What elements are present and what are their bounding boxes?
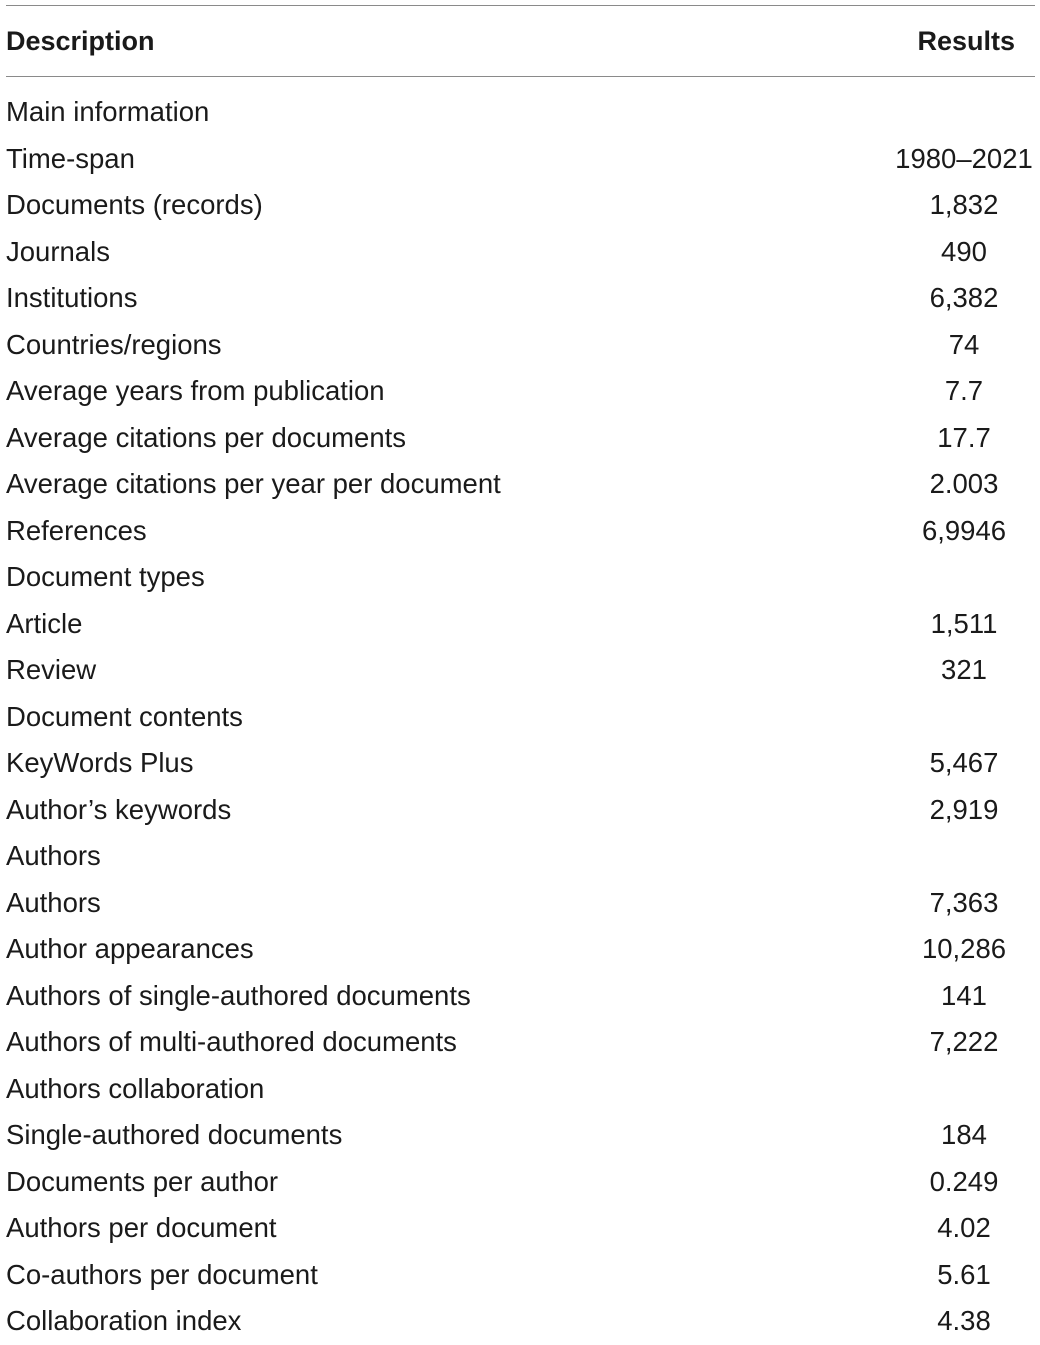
row-result: 184 <box>941 1119 987 1151</box>
table-row <box>6 1159 1035 1206</box>
row-result: 5,467 <box>929 747 999 779</box>
row-description: Institutions <box>6 282 138 314</box>
row-description: Average citations per year per document <box>6 468 501 500</box>
row-description: Co-authors per document <box>6 1258 318 1290</box>
row-description: Average citations per documents <box>6 421 406 453</box>
row-description: Authors <box>6 840 101 872</box>
row-result: 7,363 <box>929 886 999 918</box>
table-row <box>6 1066 1035 1113</box>
table-row <box>6 275 1035 322</box>
table-row <box>6 926 1035 973</box>
row-result: 5.61 <box>937 1258 991 1290</box>
table-row <box>6 182 1035 229</box>
row-description: Document contents <box>6 700 243 732</box>
table-row <box>6 833 1035 880</box>
row-result: 4.02 <box>937 1212 991 1244</box>
row-result: 1,511 <box>930 607 998 639</box>
table-row <box>6 601 1035 648</box>
row-result: 74 <box>948 328 980 360</box>
table-row <box>6 787 1035 834</box>
row-description: Document types <box>6 561 205 593</box>
row-description: References <box>6 514 147 546</box>
table-row <box>6 740 1035 787</box>
row-description: Authors of multi-authored documents <box>6 1026 457 1058</box>
row-description: Journals <box>6 235 110 267</box>
table-row <box>6 1298 1035 1345</box>
row-result: 2.003 <box>929 468 999 500</box>
table-row <box>6 89 1035 136</box>
row-result: 1,832 <box>929 189 999 221</box>
row-description: Authors of single-authored documents <box>6 979 471 1011</box>
row-result: 0.249 <box>929 1165 999 1197</box>
row-description: Documents per author <box>6 1165 279 1197</box>
row-description: Average years from publication <box>6 375 385 407</box>
row-result: 141 <box>941 979 987 1011</box>
header-results: Results <box>917 25 1015 56</box>
row-result: 6,382 <box>929 282 999 314</box>
row-result: 10,286 <box>921 933 1007 965</box>
table-row <box>6 1205 1035 1252</box>
table-row <box>6 508 1035 555</box>
row-description: Authors per document <box>6 1212 277 1244</box>
row-description: Single-authored documents <box>6 1119 343 1151</box>
row-description: Review <box>6 654 97 686</box>
table-row <box>6 647 1035 694</box>
row-description: Time-span <box>6 142 135 174</box>
table-row <box>6 554 1035 601</box>
row-result: 7.7 <box>944 375 984 407</box>
header-description: Description <box>6 25 155 56</box>
table-row <box>6 136 1035 183</box>
row-result: 490 <box>941 235 987 267</box>
row-result: 4.38 <box>937 1305 991 1337</box>
row-description: Countries/regions <box>6 328 222 360</box>
row-result: 321 <box>941 654 987 686</box>
table-body <box>6 77 1035 1345</box>
row-result: 6,9946 <box>921 514 1007 546</box>
row-result: 2,919 <box>929 793 999 825</box>
table-row <box>6 1252 1035 1299</box>
row-description: Article <box>6 607 83 639</box>
row-description: Authors <box>6 886 101 918</box>
table-row <box>6 1112 1035 1159</box>
table-header <box>6 6 1035 76</box>
table-row <box>6 1019 1035 1066</box>
row-result: 17.7 <box>937 421 991 453</box>
row-result: 7,222 <box>929 1026 999 1058</box>
row-description: Documents (records) <box>6 189 263 221</box>
table-row <box>6 694 1035 741</box>
table-row <box>6 415 1035 462</box>
row-description: Author’s keywords <box>6 793 232 825</box>
table-row <box>6 368 1035 415</box>
table-row <box>6 973 1035 1020</box>
table-row <box>6 322 1035 369</box>
table-row <box>6 880 1035 927</box>
row-description: Main information <box>6 96 210 128</box>
row-result: 1980–2021 <box>895 142 1033 174</box>
row-description: Authors collaboration <box>6 1072 265 1104</box>
row-description: KeyWords Plus <box>6 747 194 779</box>
summary-table <box>6 5 1035 1345</box>
table-row <box>6 229 1035 276</box>
row-description: Collaboration index <box>6 1305 242 1337</box>
table-row <box>6 461 1035 508</box>
row-description: Author appearances <box>6 933 254 965</box>
